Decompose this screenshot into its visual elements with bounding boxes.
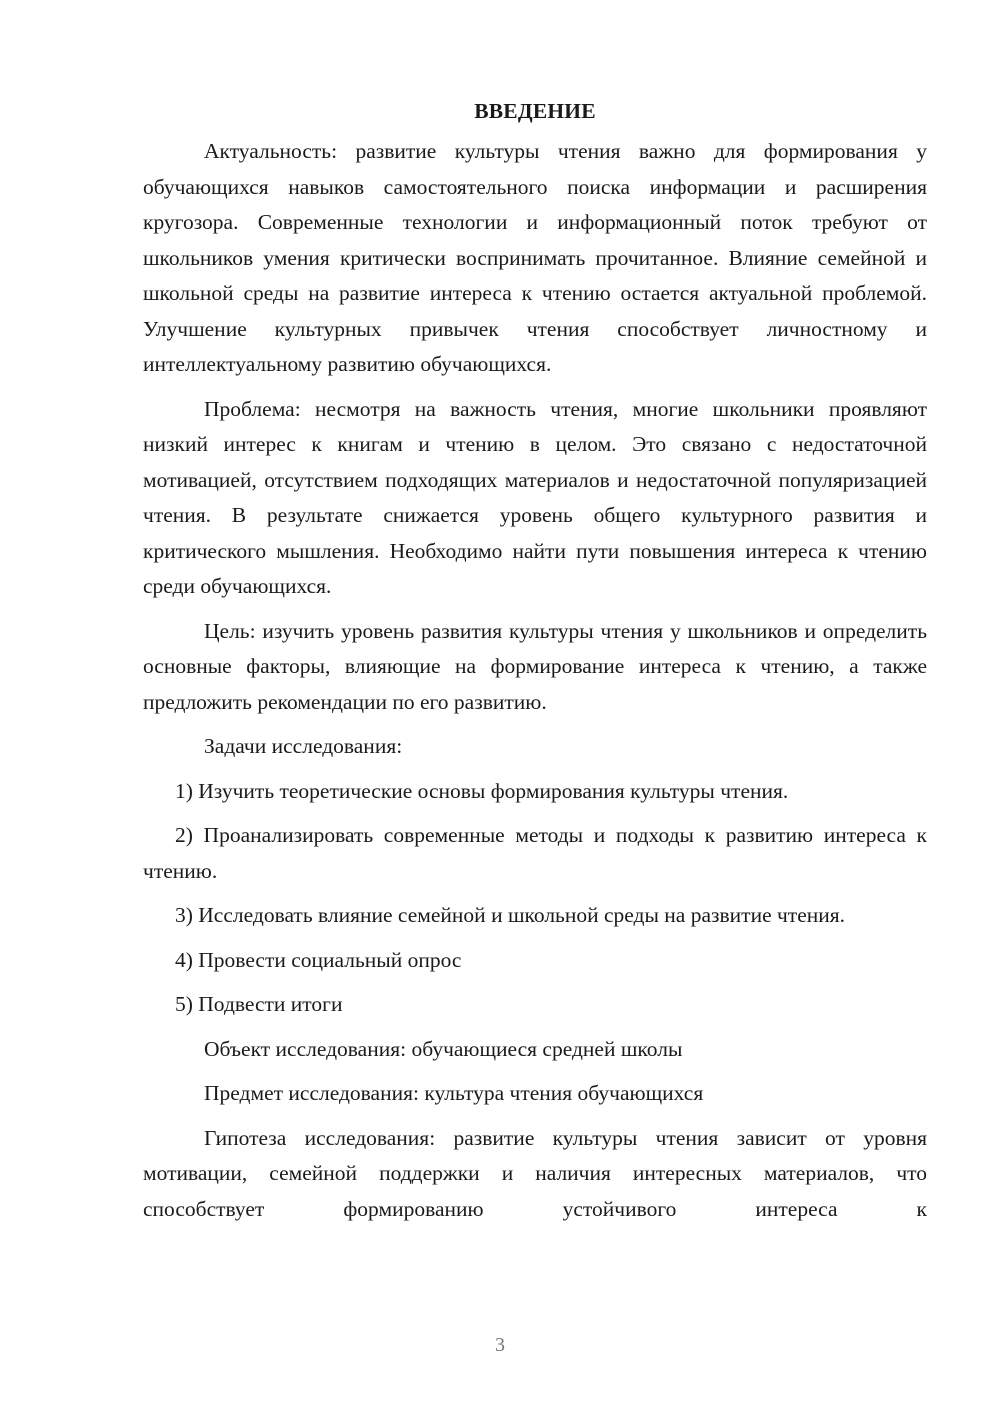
task-item-1: 1) Изучить теоретические основы формирования культуры чтения. [175, 778, 789, 803]
paragraph-relevance: Актуальность: развитие культуры чтения важно для формирования у обучающихся навыков самостоятельного поиска информации и расширения кругозора. Современные технологии и информационный поток требуют от школьников умения критически воспринимать прочитанное. Влияние семейной и школьной среды на развитие интереса к чтению остается актуальной проблемой. Улучшение культурных привычек чтения способствует личностному и интеллектуальному развитию обучающихся. [143, 139, 927, 376]
page-number: 3 [495, 1334, 505, 1356]
task-item-2: 2) Проанализировать современные методы и подходы к развитию интереса к чтению. [143, 823, 927, 883]
paragraph-subject: Предмет исследования: культура чтения обучающихся [204, 1081, 704, 1105]
task-item-5: 5) Подвести итоги [175, 992, 343, 1016]
document-page [143, 96, 927, 1236]
task-item-4: 4) Провести социальный опрос [175, 947, 462, 972]
paragraph-hypothesis: Гипотеза исследования: развитие культуры чтения зависит от уровня мотивации, семейной поддержки и наличия интересных материалов, что способствует формированию устойчивого интереса к [143, 1125, 927, 1221]
paragraph-problem: Проблема: несмотря на важность чтения, многие школьники проявляют низкий интерес к книгам и чтению в целом. Это связано с недостаточной мотивацией, отсутствием подходящих материалов и недостаточной популяризацией чтения. В результате снижается уровень общего культурного развития и критического мышления. Необходимо найти пути повышения интереса к чтению среди обучающихся. [143, 396, 927, 598]
paragraph-goal: Цель: изучить уровень развития культуры чтения у школьников и определить основные факторы, влияющие на формирование интереса к чтению, а также предложить рекомендации по его развитию. [143, 618, 927, 714]
task-item-3: 3) Исследовать влияние семейной и школьной среды на развитие чтения. [175, 903, 846, 927]
section-heading: ВВЕДЕНИЕ [474, 99, 596, 123]
paragraph-tasks-title: Задачи исследования: [204, 734, 403, 758]
paragraph-object: Объект исследования: обучающиеся средней школы [204, 1036, 683, 1061]
